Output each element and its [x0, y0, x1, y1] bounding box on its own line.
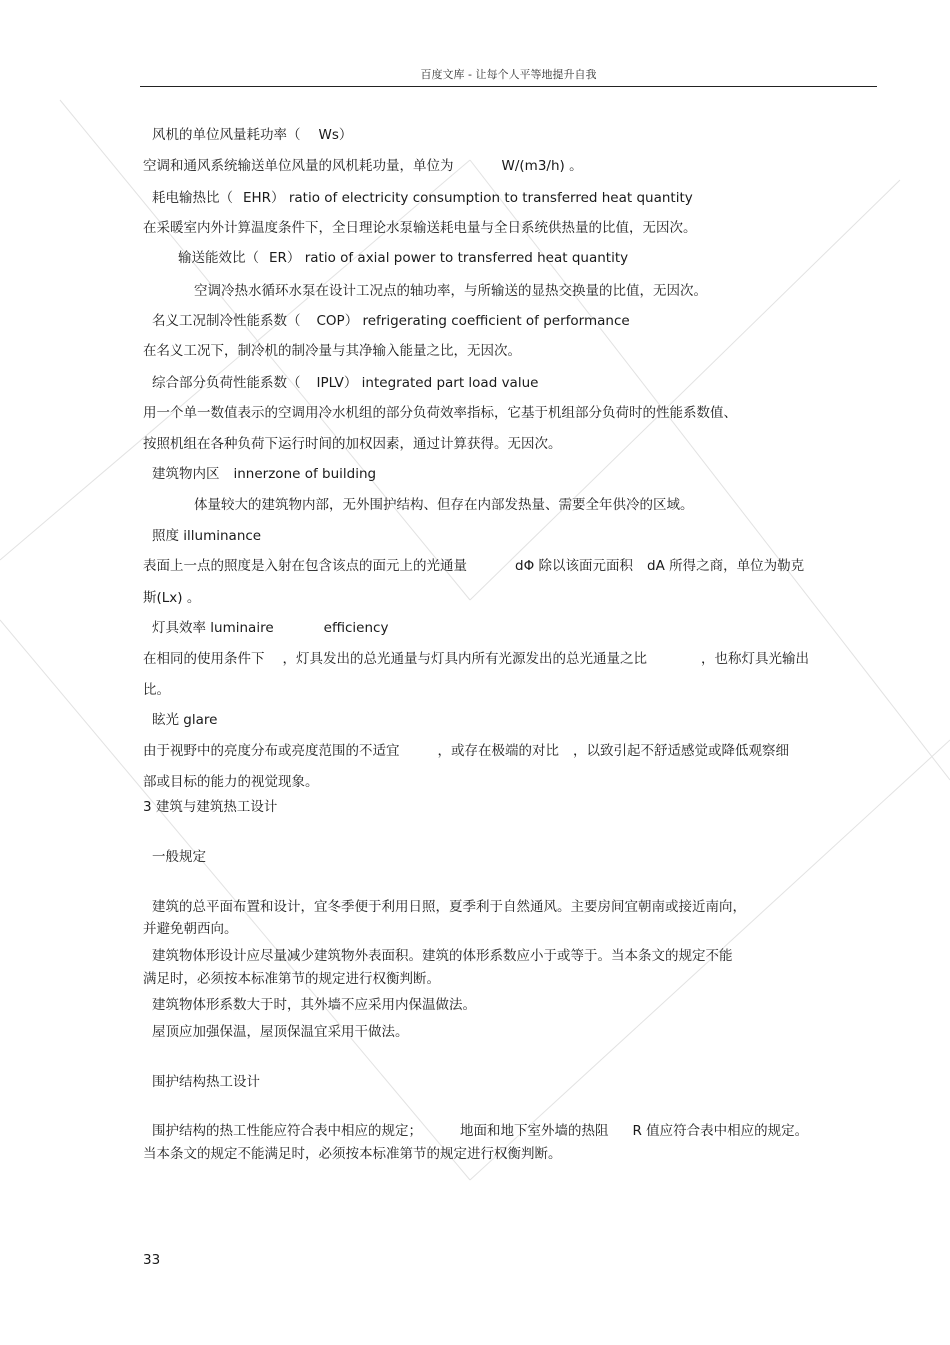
def-iplv-1: 用一个单一数值表示的空调用冷水机组的部分负荷效率指标，它基于机组部分负荷时的性能系数值、 [143, 405, 737, 421]
term-cop: 名义工况制冷性能系数（ COP） refrigerating coefficient of performance [152, 313, 630, 329]
def-illuminance-1: 表面上一点的照度是入射在包含该点的面元上的光通量 dΦ 除以该面元面积 dA 所得之商，单位为勒克 [143, 558, 805, 574]
def-illuminance-2: 斯(Lx) 。 [143, 590, 201, 606]
def-er: 空调冷热水循环水泵在设计工况点的轴功率，与所输送的显热交换量的比值，无因次。 [194, 283, 707, 299]
term-glare: 眩光 glare [152, 712, 218, 728]
def-fan-power: 空调和通风系统输送单位风量的风机耗功量，单位为 W/(m3/h) 。 [143, 158, 583, 174]
def-glare-1: 由于视野中的亮度分布或亮度范围的不适宜 ，或存在极端的对比 ，以致引起不舒适感觉或降低观察细 [143, 743, 789, 759]
def-iplv-2: 按照机组在各种负荷下运行时间的加权因素，通过计算获得。无因次。 [143, 436, 562, 452]
def-luminaire-1: 在相同的使用条件下 ，灯具发出的总光通量与灯具内所有光源发出的总光通量之比 ，也称灯具光输出 [143, 651, 809, 667]
term-illuminance: 照度 illuminance [152, 528, 262, 544]
def-cop: 在名义工况下，制冷机的制冷量与其净输入能量之比，无因次。 [143, 343, 521, 359]
clause-shape-2: 满足时，必须按本标准第节的规定进行权衡判断。 [143, 971, 440, 987]
def-ehr: 在采暖室内外计算温度条件下，全日理论水泵输送耗电量与全日系统供热量的比值，无因次。 [143, 220, 697, 236]
page-header: 百度文库 - 让每个人平等地提升自我 [420, 68, 597, 81]
section-heading-3: 3 建筑与建筑热工设计 [143, 799, 278, 815]
clause-layout-1: 建筑的总平面布置和设计，宜冬季便于利用日照，夏季利于自然通风。主要房间宜朝南或接近南向， [152, 899, 746, 915]
term-er: 输送能效比（ ER） ratio of axial power to transferred heat quantity [178, 250, 629, 266]
clause-envelope-2: 当本条文的规定不能满足时，必须按本标准第节的规定进行权衡判断。 [143, 1146, 562, 1162]
def-luminaire-2: 比。 [143, 682, 170, 698]
term-ehr: 耗电输热比（ EHR） ratio of electricity consumption to transferred heat quantity [152, 190, 693, 206]
clause-roof: 屋顶应加强保温，屋顶保温宜采用干做法。 [152, 1024, 409, 1040]
subsection-general: 一般规定 [152, 849, 206, 865]
term-fan-power: 风机的单位风量耗功率（ Ws） [152, 127, 353, 143]
term-luminaire-efficiency: 灯具效率 luminaire efficiency [152, 620, 389, 636]
clause-shape-1: 建筑物体形设计应尽量减少建筑物外表面积。建筑的体形系数应小于或等于。当本条文的规定不能 [152, 948, 733, 964]
def-glare-2: 部或目标的能力的视觉现象。 [143, 774, 319, 790]
def-innerzone: 体量较大的建筑物内部，无外围护结构、但存在内部发热量、需要全年供冷的区域。 [194, 497, 694, 513]
subsection-envelope: 围护结构热工设计 [152, 1074, 260, 1090]
header-rule [140, 86, 877, 87]
clause-layout-2: 并避免朝西向。 [143, 921, 238, 937]
page-number: 33 [143, 1252, 161, 1268]
term-iplv: 综合部分负荷性能系数（ IPLV） integrated part load value [152, 375, 539, 391]
term-innerzone: 建筑物内区 innerzone of building [152, 466, 377, 482]
clause-insulation: 建筑物体形系数大于时，其外墙不应采用内保温做法。 [152, 997, 476, 1013]
clause-envelope-1: 围护结构的热工性能应符合表中相应的规定； 地面和地下室外墙的热阻 R 值应符合表中相应的规定。 [152, 1123, 809, 1139]
